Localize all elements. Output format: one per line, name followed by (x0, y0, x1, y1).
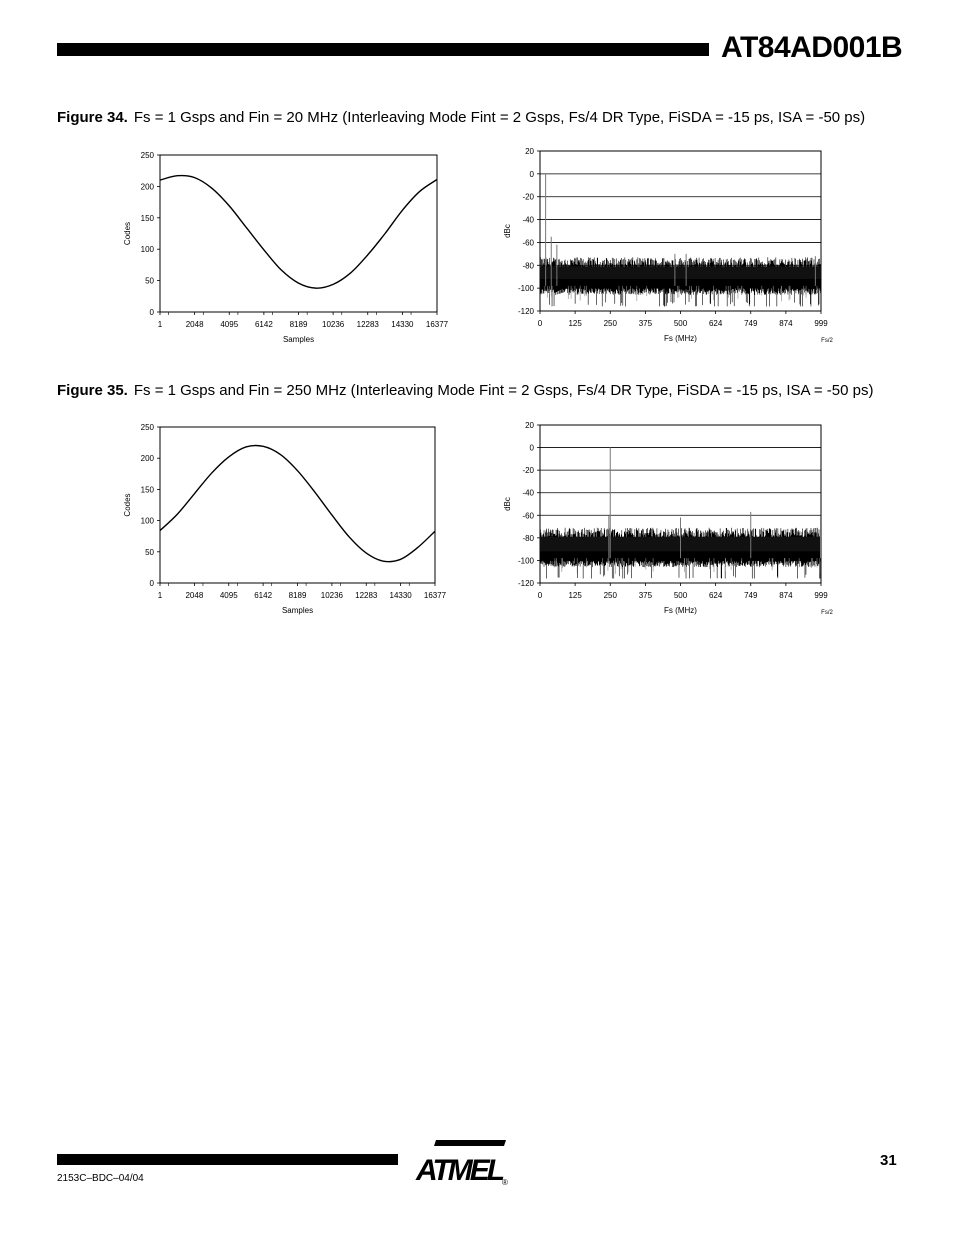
atmel-logo (414, 1138, 514, 1188)
x-tick-label: 8189 (289, 320, 308, 329)
plot-frame (160, 427, 435, 583)
y-tick-label: 100 (140, 245, 154, 255)
y-tick-label: 250 (140, 423, 154, 432)
y-axis-label: dBc (503, 224, 512, 238)
y-tick-label: 150 (140, 485, 154, 495)
x-tick-label: 2048 (185, 591, 204, 600)
x-tick-label: 4095 (219, 591, 238, 600)
plot-frame (160, 155, 437, 312)
y-tick-label: -100 (517, 284, 534, 294)
figure-35-text: Fs = 1 Gsps and Fin = 250 MHz (Interleaving Mode Fint = 2 Gsps, Fs/4 DR Type, FiSDA = -15 ps, ISA = -50 ps) (133, 382, 874, 399)
x-tick-label: 500 (673, 591, 688, 600)
x-axis-label: Fs (MHz) (664, 334, 697, 343)
x-tick-label: 874 (779, 591, 793, 600)
y-tick-label: -80 (522, 261, 534, 271)
figure-34-caption (57, 109, 865, 126)
figure-35-time-domain-chart (110, 418, 450, 623)
x-tick-label: 999 (814, 319, 828, 328)
x-tick-label: 0 (537, 591, 543, 600)
noise-band (540, 266, 821, 279)
figure-34-spectrum-chart (495, 142, 840, 352)
x-tick-label: 624 (708, 319, 723, 328)
header-rule (57, 43, 709, 56)
y-tick-label: -40 (522, 488, 534, 498)
x-axis-label: Samples (282, 335, 315, 344)
x-tick-label: 6142 (254, 591, 273, 600)
x-tick-label: 1 (157, 320, 163, 329)
x-tick-label: 125 (568, 591, 582, 600)
y-tick-label: -20 (522, 466, 534, 476)
figure-34-time-domain-chart (110, 146, 450, 351)
x-tick-label: 999 (814, 591, 828, 600)
footer-rule (57, 1154, 398, 1165)
y-tick-label: 0 (149, 308, 154, 317)
y-tick-label: -100 (517, 556, 534, 566)
x-tick-label: 8189 (288, 591, 307, 600)
x-tick-label: 125 (568, 319, 582, 328)
fs2-annotation: Fs/2 (821, 610, 833, 616)
y-tick-label: 0 (149, 579, 154, 588)
y-tick-label: 50 (145, 276, 154, 286)
page-number: 31 (880, 1152, 897, 1169)
y-tick-label: 0 (529, 443, 534, 453)
x-tick-label: 749 (744, 591, 758, 600)
y-tick-label: 250 (140, 151, 154, 160)
y-tick-label: -60 (522, 511, 534, 521)
x-tick-label: 12283 (355, 591, 378, 600)
x-tick-label: 16377 (423, 591, 447, 600)
y-tick-label: -120 (517, 307, 534, 316)
x-tick-label: 10236 (320, 591, 343, 600)
x-tick-label: 874 (779, 319, 793, 328)
y-tick-label: 0 (529, 169, 534, 179)
x-tick-label: 250 (603, 591, 617, 600)
x-tick-label: 624 (708, 591, 723, 600)
x-tick-label: 375 (638, 319, 653, 328)
x-tick-label: 14330 (389, 591, 412, 600)
x-tick-label: 10236 (322, 320, 345, 329)
y-tick-label: 150 (140, 213, 154, 223)
x-axis-label: Samples (281, 606, 314, 615)
y-axis-label: Codes (123, 493, 132, 517)
figure-34-text: Fs = 1 Gsps and Fin = 20 MHz (Interleaving Mode Fint = 2 Gsps, Fs/4 DR Type, FiSDA = -15 ps, ISA = -50 ps) (133, 109, 866, 126)
x-tick-label: 2048 (185, 320, 204, 329)
x-tick-label: 749 (744, 319, 758, 328)
figure-35-caption (57, 382, 874, 399)
figure-35-spectrum-chart (495, 416, 840, 626)
y-tick-label: 50 (145, 547, 154, 557)
logo-registered-mark: ® (502, 1178, 508, 1187)
document-code: 2153C–BDC–04/04 (57, 1173, 144, 1184)
y-tick-label: -40 (522, 215, 534, 225)
y-tick-label: -20 (522, 192, 534, 202)
x-axis-label: Fs (MHz) (664, 606, 697, 615)
x-tick-label: 4095 (220, 320, 239, 329)
x-tick-label: 375 (638, 591, 653, 600)
x-tick-label: 250 (603, 319, 617, 328)
y-axis-label: dBc (503, 497, 512, 511)
x-tick-label: 14330 (391, 320, 414, 329)
x-tick-label: 1 (157, 591, 163, 600)
y-axis-label: Codes (123, 221, 132, 246)
y-tick-label: 20 (525, 421, 534, 430)
y-tick-label: 200 (140, 182, 154, 192)
x-tick-label: 16377 (425, 320, 449, 329)
y-tick-label: 100 (140, 516, 154, 526)
x-tick-label: 6142 (254, 320, 273, 329)
figure-35-label: Figure 35. (57, 382, 128, 399)
fs2-annotation: Fs/2 (821, 338, 833, 344)
y-tick-label: -120 (517, 579, 534, 588)
x-tick-label: 0 (537, 319, 543, 328)
x-tick-label: 12283 (356, 320, 379, 329)
y-tick-label: -60 (522, 238, 534, 248)
figure-34-label: Figure 34. (57, 109, 128, 126)
x-tick-label: 500 (673, 319, 688, 328)
document-title: AT84AD001B (721, 31, 903, 64)
y-tick-label: 20 (525, 147, 534, 156)
logo-wordmark: ATMEL (416, 1154, 503, 1187)
y-tick-label: 200 (140, 454, 154, 464)
y-tick-label: -80 (522, 533, 534, 543)
